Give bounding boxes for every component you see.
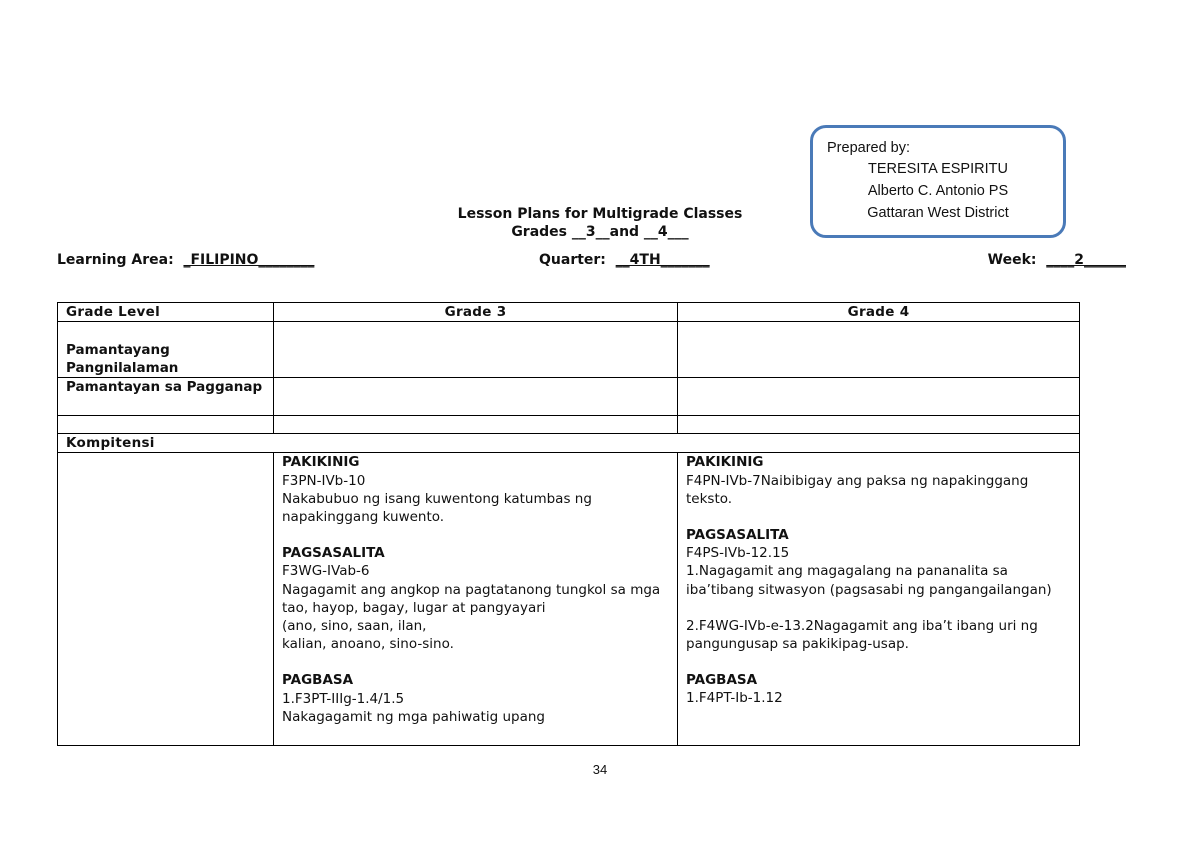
g3-pagsasalita-text: Nagagamit ang angkop na pagtatanong tungkol sa mga tao, hayop, bagay, lugar at pangyayari xyxy=(282,581,661,616)
preparer-school: Alberto C. Antonio PS xyxy=(867,183,1009,199)
g4-pagbasa-code: 1.F4PT-Ib-1.12 xyxy=(686,690,783,707)
table-cell xyxy=(274,378,678,416)
g4-pagsasalita-text-1: 1.Nagagamit ang magagalang na pananalita sa iba’tibang sitwasyon (pagsasabi ng pangangailangan) xyxy=(686,563,1052,598)
g3-pagsasalita-heading: PAGSASALITA xyxy=(282,545,385,562)
document-title: Lesson Plans for Multigrade Classes xyxy=(457,206,743,222)
preparer-district: Gattaran West District xyxy=(867,205,1009,221)
prepared-by-label: Prepared by: xyxy=(827,140,911,156)
g4-pagbasa-heading: PAGBASA xyxy=(686,672,758,689)
grade3-competency-cell xyxy=(274,453,678,746)
row-label-pamantayan-sa-pagganap: Pamantayan sa Pagganap xyxy=(58,378,274,416)
table-row xyxy=(58,453,1080,746)
table-cell xyxy=(274,322,678,378)
learning-area xyxy=(57,252,314,268)
prepared-by-box xyxy=(810,125,1066,238)
g3-pakikinig-code: F3PN-IVb-10 xyxy=(282,472,366,489)
g4-pakikinig-heading: PAKIKINIG xyxy=(686,454,764,471)
g3-pagsasalita-text-2: (ano, sino, saan, ilan, xyxy=(282,618,427,635)
g4-pagsasalita-code: F4PS-IVb-12.15 xyxy=(686,545,790,562)
row-label-kompitensi: Kompitensi xyxy=(58,434,1080,453)
table-header-row xyxy=(58,303,1080,322)
week-label: Week: xyxy=(987,252,1047,268)
page-number: 34 xyxy=(592,762,608,777)
g4-pagsasalita-heading: PAGSASALITA xyxy=(686,527,789,544)
learning-area-label: Learning Area: xyxy=(57,252,184,268)
header-grade-level: Grade Level xyxy=(58,303,274,322)
table-cell xyxy=(678,416,1080,434)
header-grade-3: Grade 3 xyxy=(274,303,678,322)
table-cell xyxy=(678,378,1080,416)
grade4-competency-cell xyxy=(678,453,1080,746)
table-cell xyxy=(58,453,274,746)
g3-pagbasa-heading: PAGBASA xyxy=(282,672,354,689)
quarter xyxy=(539,252,710,268)
g4-pagsasalita-text-3: pangungusap sa pakikipag-usap. xyxy=(686,636,909,653)
g3-pagsasalita-code: F3WG-IVab-6 xyxy=(282,563,370,580)
learning-area-value: _FILIPINO________ xyxy=(183,252,315,268)
lesson-plan-table xyxy=(57,302,1080,746)
quarter-label: Quarter: xyxy=(539,252,616,268)
g3-pagbasa-text: Nakagagamit ng mga pahiwatig upang xyxy=(282,708,545,725)
table-row xyxy=(58,378,1080,416)
g4-pagsasalita-text-2: 2.F4WG-IVb-e-13.2Nagagamit ang iba’t ibang uri ng xyxy=(686,617,1038,634)
quarter-value: __4TH_______ xyxy=(615,252,710,268)
g3-pagsasalita-text-3: kalian, anoano, sino-sino. xyxy=(282,636,454,653)
week xyxy=(988,252,1126,268)
g4-pakikinig-text: F4PN-IVb-7Naibibigay ang paksa ng napakinggang teksto. xyxy=(686,472,1029,507)
row-label-pamantayang-pangnilalaman: Pamantayang Pangnilalaman xyxy=(58,322,274,378)
table-row xyxy=(58,322,1080,378)
table-cell xyxy=(678,322,1080,378)
table-row xyxy=(58,416,1080,434)
g3-pakikinig-heading: PAKIKINIG xyxy=(282,454,360,471)
preparer-name: TERESITA ESPIRITU xyxy=(868,161,1008,177)
g3-pagbasa-code: 1.F3PT-IIIg-1.4/1.5 xyxy=(282,690,405,707)
g3-pakikinig-text: Nakabubuo ng isang kuwentong katumbas ng napakinggang kuwento. xyxy=(282,490,592,526)
week-value: ____2______ xyxy=(1046,252,1126,268)
grades-line: Grades __3__and __4___ xyxy=(511,224,689,240)
table-row xyxy=(58,434,1080,453)
header-grade-4: Grade 4 xyxy=(678,303,1080,322)
table-cell xyxy=(274,416,678,434)
table-cell xyxy=(58,416,274,434)
